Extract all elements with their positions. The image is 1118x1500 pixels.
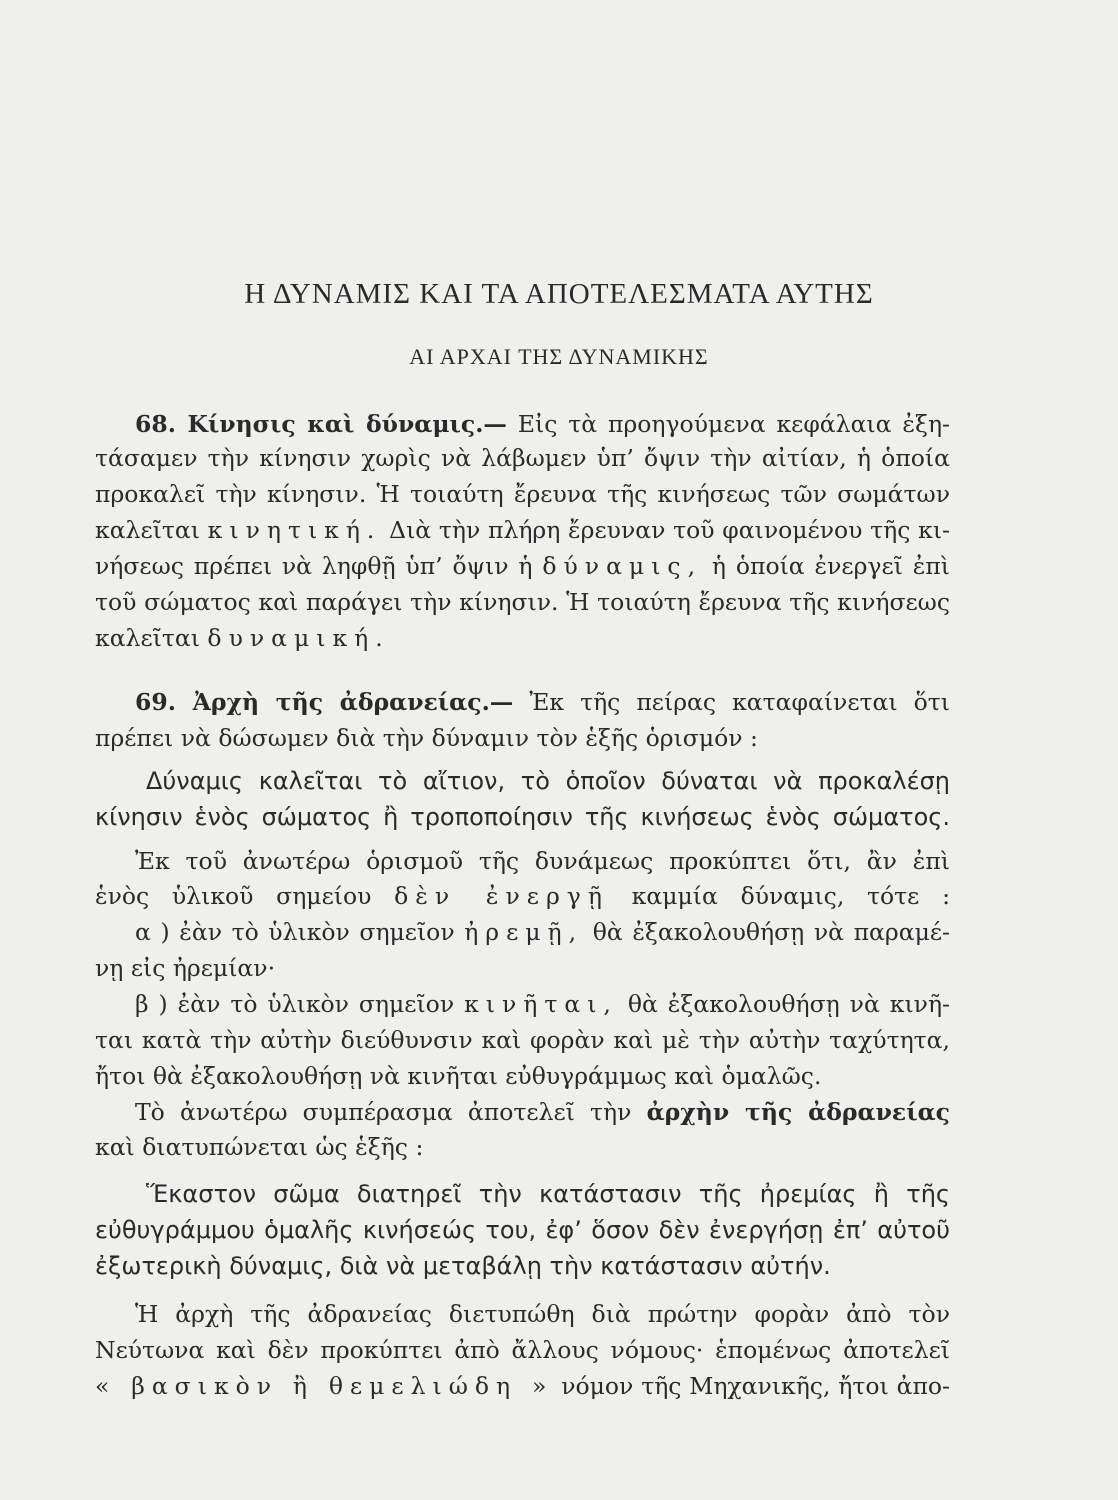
conclusion-line-2: καὶ διατυπώνεται ὡς ἑξῆς : bbox=[95, 1133, 424, 1161]
inertia-law-line-3: ἐξωτερικὴ δύναμις, διὰ νὰ μεταβάλῃ τὴν κατάστασιν αὐτήν. bbox=[95, 1252, 831, 1280]
term-fundamental: « βασικὸν ἢ θεμελιώδη » bbox=[95, 1372, 554, 1400]
case-b-line-3: ἤτοι θὰ ἐξακολουθήσῃ νὰ κινῆται εὐθυγράμμως καὶ ὁμαλῶς. bbox=[95, 1062, 822, 1090]
term-dynamics: δυναμική. bbox=[207, 624, 390, 652]
term-no-action: δὲν ἐνεργῇ bbox=[394, 882, 609, 910]
case-a-line-1: α ) ἐὰν τὸ ὑλικὸν σημεῖον ἠρεμῇ, θὰ ἐξακολουθήσῃ νὰ παραμέ- bbox=[135, 918, 950, 946]
section-69-number: 69 bbox=[135, 688, 168, 716]
section-69-line-2: πρέπει νὰ δώσωμεν διὰ τὴν δύναμιν τὸν ἑξῆς ὁρισμόν : bbox=[95, 724, 758, 752]
inertia-law-line-1: Ἕκαστον σῶμα διατηρεῖ τὴν κατάστασιν τῆς ἠρεμίας ἢ τῆς bbox=[146, 1180, 950, 1208]
section-68-line-4: καλεῖται κινητική. Διὰ τὴν πλήρη ἔρευναν τοῦ φαινομένου τῆς κι- bbox=[95, 516, 950, 544]
section-68-line-3: προκαλεῖ τὴν κίνησιν. Ἡ τοιαύτη ἔρευνα τῆς κινήσεως τῶν σωμάτων bbox=[95, 480, 950, 508]
section-68-number: 68 bbox=[135, 410, 168, 438]
case-a-line-2: νῃ εἰς ἠρεμίαν· bbox=[95, 954, 276, 982]
term-at-rest: ἠρεμῇ, bbox=[464, 918, 584, 946]
chapter-title: Η ΔΥΝΑΜΙΣ ΚΑΙ ΤΑ ΑΠΟΤΕΛΕΣΜΑΤΑ ΑΥΤΗΣ bbox=[244, 278, 874, 310]
section-heading: ΑΙ ΑΡΧΑΙ ΤΗΣ ΔΥΝΑΜΙΚΗΣ bbox=[409, 344, 709, 369]
note-line-3: « βασικὸν ἢ θεμελιώδη » νόμον τῆς Μηχανικῆς, ἤτοι ἀπο- bbox=[95, 1372, 950, 1400]
force-definition-line-2: κίνησιν ἑνὸς σώματος ἢ τροποποίησιν τῆς κινήσεως ἑνὸς σώματος. bbox=[95, 803, 950, 831]
term-principle-of-inertia: ἀρχὴν τῆς ἀδρανείας bbox=[646, 1098, 950, 1126]
force-definition-line-1: Δύναμις καλεῖται τὸ αἴτιον, τὸ ὁποῖον δύναται νὰ προκαλέσῃ bbox=[146, 767, 950, 795]
conclusion-line-1: Τὸ ἀνωτέρω συμπέρασμα ἀποτελεῖ τὴν ἀρχὴν τῆς ἀδρανείας bbox=[135, 1098, 950, 1126]
section-68-line-2: τάσαμεν τὴν κίνησιν χωρὶς νὰ λάβωμεν ὑπ’ ὄψιν τὴν αἰτίαν, ἡ ὁποία bbox=[95, 444, 950, 472]
paragraph-line-2: ἑνὸς ὑλικοῦ σημείου δὲν ἐνεργῇ καμμία δύναμις, τότε : bbox=[95, 882, 950, 910]
section-69-line-1: 69. Ἀρχὴ τῆς ἀδρανείας.— Ἐκ τῆς πείρας καταφαίνεται ὅτι bbox=[135, 688, 950, 716]
term-force: δύναμις, bbox=[542, 552, 703, 580]
note-line-2: Νεύτωνα καὶ δὲν προκύπτει ἀπὸ ἄλλους νόμους· ἑπομένως ἀποτελεῖ bbox=[95, 1336, 950, 1364]
paragraph-line-1: Ἐκ τοῦ ἀνωτέρω ὁρισμοῦ τῆς δυνάμεως προκύπτει ὅτι, ἂν ἐπὶ bbox=[135, 847, 950, 875]
section-68-line-5: νήσεως πρέπει νὰ ληφθῇ ὑπ’ ὄψιν ἡ δύναμις, ἡ ὁποία ἐνεργεῖ ἐπὶ bbox=[95, 552, 950, 580]
note-line-1: Ἡ ἀρχὴ τῆς ἀδρανείας διετυπώθη διὰ πρώτην φορὰν ἀπὸ τὸν bbox=[135, 1300, 950, 1328]
section-68-line-6: τοῦ σώματος καὶ παράγει τὴν κίνησιν. Ἡ τοιαύτη ἔρευνα τῆς κινήσεως bbox=[95, 588, 950, 616]
term-moving: κινῆται, bbox=[464, 990, 618, 1018]
term-kinetics: κινητική. bbox=[207, 516, 382, 544]
section-68-title: Κίνησις καὶ δύναμις.— bbox=[187, 410, 507, 438]
case-b-line-2: ται κατὰ τὴν αὐτὴν διεύθυνσιν καὶ φορὰν καὶ μὲ τὴν αὐτὴν ταχύτητα, bbox=[95, 1026, 950, 1054]
case-b-line-1: β ) ἐὰν τὸ ὑλικὸν σημεῖον κινῆται, θὰ ἐξακολουθήσῃ νὰ κινῆ- bbox=[135, 990, 950, 1018]
section-68-line-7: καλεῖται δυναμική. bbox=[95, 624, 390, 652]
inertia-law-line-2: εὐθυγράμμου ὁμαλῆς κινήσεώς του, ἐφ’ ὅσον δὲν ἐνεργήσῃ ἐπ’ αὐτοῦ bbox=[95, 1216, 950, 1244]
section-68-line-1: 68. Κίνησις καὶ δύναμις.— Εἰς τὰ προηγούμενα κεφάλαια ἐξη- bbox=[135, 410, 950, 438]
section-69-title: Ἀρχὴ τῆς ἀδρανείας.— bbox=[192, 688, 514, 716]
